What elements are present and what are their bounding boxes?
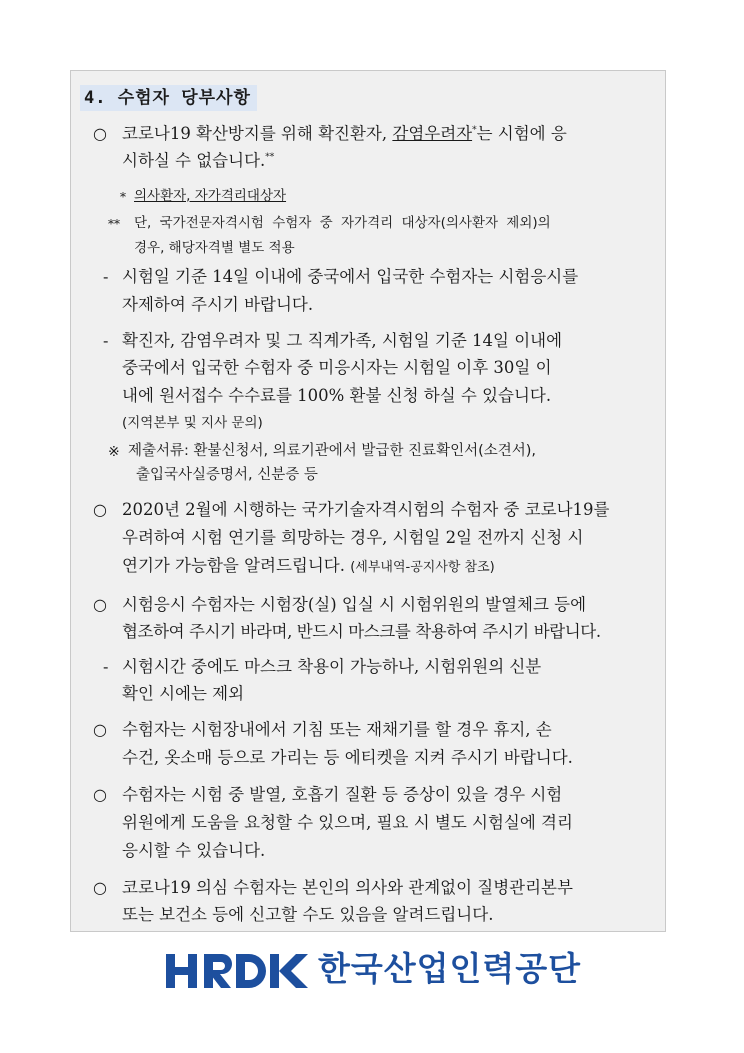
asterisk-marker: * (120, 190, 126, 204)
footnote-text: 단, 국가전문자격시험 수험자 중 자가격리 대상자(의사환자 제외)의 (134, 215, 551, 231)
notice-line: 2020년 2월에 시행하는 국가기술자격시험의 수험자 중 코로나19를 (122, 500, 610, 519)
notice-line: 협조하여 주시기 바라며, 반드시 마스크를 착용하여 주시기 바랍니다. (122, 622, 601, 641)
notice-line: 내에 원서접수 수수료를 100% 환불 신청 하실 수 있습니다. (122, 386, 552, 405)
notice-line: 또는 보건소 등에 신고할 수도 있음을 알려드립니다. (122, 905, 494, 924)
organization-name: 한국산업인력공단 (318, 949, 582, 988)
notice-line: 수험자는 시험 중 발열, 호흡기 질환 등 증상이 있을 경우 시험 (122, 785, 563, 804)
notice-line: 확인 시에는 제외 (122, 684, 245, 703)
bullet-circle-icon: ○ (93, 500, 107, 519)
notice-line: 우려하여 시험 연기를 희망하는 경우, 시험일 2일 전까지 신청 시 (122, 528, 584, 547)
notice-line: 중국에서 입국한 수험자 중 미응시자는 시험일 이후 30일 이 (122, 358, 552, 377)
underlined-term: 감염우려자 (392, 124, 473, 143)
dash-marker: - (103, 331, 109, 350)
bullet-circle-icon: ○ (93, 720, 107, 739)
notice-line: 코로나19 확산방지를 위해 확진환자, 감염우려자*는 시험에 응 (122, 124, 567, 143)
hrdk-logo-icon (164, 950, 314, 992)
bullet-circle-icon: ○ (93, 785, 107, 804)
notice-line: 출입국사실증명서, 신분증 등 (136, 467, 318, 483)
notice-line: 위원에게 도움을 요청할 수 있으며, 필요 시 별도 시험실에 격리 (122, 813, 573, 832)
notice-line: 시하실 수 없습니다.** (122, 151, 275, 170)
reference-mark: ※ (108, 444, 120, 460)
section-heading: 4. 수험자 당부사항 (80, 85, 257, 111)
notice-line: 시험시간 중에도 마스크 착용이 가능하나, 시험위원의 신분 (122, 657, 542, 676)
dash-marker: - (103, 657, 109, 676)
dash-marker: - (103, 267, 109, 286)
notice-line: 시험응시 수험자는 시험장(실) 입실 시 시험위원의 발열체크 등에 (122, 595, 587, 614)
notice-line: 응시할 수 있습니다. (122, 841, 266, 860)
notice-line: 자제하여 주시기 바랍니다. (122, 295, 314, 314)
bullet-circle-icon: ○ (93, 878, 107, 897)
notice-line: 제출서류: 환불신청서, 의료기관에서 발급한 진료확인서(소견서), (128, 443, 537, 459)
notice-line: 확진자, 감염우려자 및 그 직계가족, 시험일 기준 14일 이내에 (122, 331, 563, 350)
notice-line: 수험자는 시험장내에서 기침 또는 재채기를 할 경우 휴지, 손 (122, 720, 552, 739)
notice-line: 수건, 옷소매 등으로 가리는 등 에티켓을 지켜 주시기 바랍니다. (122, 748, 573, 767)
footnote-text: 의사환자, 자가격리대상자 (134, 188, 287, 204)
notice-line: 시험일 기준 14일 이내에 중국에서 입국한 수험자는 시험응시를 (122, 267, 579, 286)
bullet-circle-icon: ○ (93, 124, 107, 143)
notice-line: (지역본부 및 지사 문의) (122, 415, 263, 431)
notice-line: 연기가 가능함을 알려드립니다. (세부내역-공지사항 참조) (122, 556, 495, 575)
footnote-text: 경우, 해당자격별 별도 적용 (134, 240, 295, 256)
notice-line: 코로나19 의심 수험자는 본인의 의사와 관계없이 질병관리본부 (122, 878, 573, 897)
bullet-circle-icon: ○ (93, 595, 107, 614)
asterisk-marker: ** (108, 217, 120, 231)
